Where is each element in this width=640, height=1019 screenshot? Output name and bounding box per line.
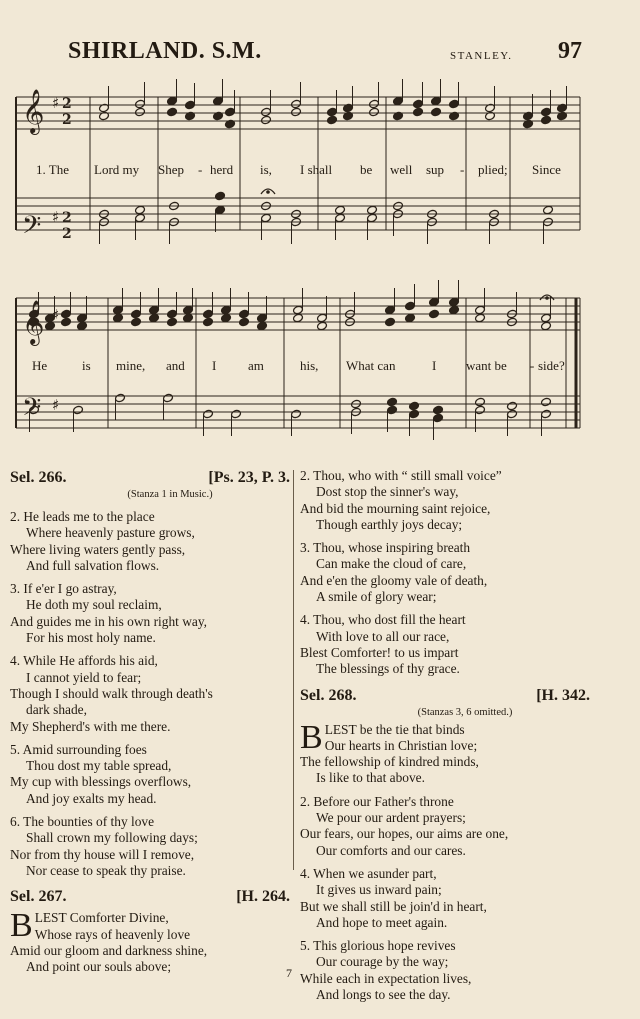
note-head — [327, 115, 338, 125]
lyric-syllable: his, — [300, 358, 319, 373]
fermata-dot — [267, 191, 270, 194]
note-head — [431, 107, 442, 117]
note-head — [541, 115, 552, 125]
verse-line: With love to all our race, — [316, 628, 450, 644]
verse-line: We pour our ardent prayers; — [316, 810, 466, 826]
note-head — [475, 397, 486, 407]
stanza — [10, 653, 290, 734]
verse-line: But we shall still be join'd in heart, — [300, 898, 487, 914]
note-head — [239, 309, 250, 319]
note-head — [431, 96, 442, 106]
note-head — [393, 96, 404, 106]
note-head — [113, 305, 124, 315]
lyric-syllable: am — [248, 358, 264, 373]
note-head — [449, 99, 460, 109]
verse-line: He doth my soul reclaim, — [26, 597, 162, 613]
note-head — [163, 393, 174, 403]
verse-line: 5. Amid surrounding foes — [10, 741, 147, 757]
stanza-group — [10, 509, 290, 879]
stanza — [10, 581, 290, 646]
selection-heading — [10, 887, 290, 907]
verse-line: And point our souls above; — [26, 959, 172, 975]
note-head — [293, 305, 304, 315]
selection-heading — [300, 686, 590, 706]
note-head — [293, 313, 304, 323]
note-head — [385, 317, 396, 327]
note-head — [475, 313, 486, 323]
composer-name: STANLEY. — [450, 50, 513, 62]
sharp-sign-icon: ♯ — [52, 396, 60, 414]
stanza-group — [300, 468, 590, 678]
verse-line: Where living waters gently pass, — [10, 541, 186, 557]
lyric-syllable: - — [530, 358, 535, 373]
verse-line: LEST be the tie that binds — [324, 721, 465, 737]
note-head — [449, 297, 460, 307]
note-head — [185, 100, 196, 110]
stanza-group — [300, 794, 590, 1004]
note-head — [215, 191, 226, 201]
note-head — [507, 409, 518, 419]
note-head — [61, 309, 72, 319]
treble-clef-icon: 𝄞 — [22, 300, 45, 344]
verse-line: My Shepherd's with me there. — [10, 718, 171, 734]
note-head — [167, 309, 178, 319]
note-head — [543, 205, 554, 215]
note-head — [317, 313, 328, 323]
verse-line: The fellowship of kindred minds, — [300, 754, 479, 770]
verse-line: Blest Comforter! to us impart — [300, 644, 459, 660]
barlines — [16, 97, 580, 428]
verse-line: Our fears, our hopes, our aims are one, — [300, 826, 509, 842]
left-column — [10, 468, 290, 975]
stanza — [10, 509, 290, 574]
lyric-syllable: well — [390, 162, 413, 177]
stanza — [10, 742, 290, 807]
note-head — [257, 313, 268, 323]
lyric-syllable: Since — [532, 162, 561, 177]
note-head — [367, 205, 378, 215]
note-head — [203, 309, 214, 319]
note-head — [73, 405, 84, 415]
note-head — [541, 409, 552, 419]
verse-line: Though earthly joys decay; — [316, 516, 463, 532]
page-number: 97 — [558, 38, 582, 64]
note-head — [261, 115, 272, 125]
drop-cap: B — [300, 718, 323, 756]
fermata-dot — [546, 297, 549, 300]
verse-line: A smile of glory wear; — [316, 589, 437, 605]
note-head — [261, 107, 272, 117]
lyric-syllable: want be — [466, 358, 507, 373]
note-head — [203, 409, 214, 419]
verse-line: 4. While He affords his aid, — [10, 653, 158, 669]
note-head — [167, 96, 178, 106]
note-head — [135, 107, 146, 117]
note-head — [413, 99, 424, 109]
column-divider — [293, 470, 294, 870]
note-head — [231, 409, 242, 419]
note-head — [541, 397, 552, 407]
verse-line: 2. He leads me to the place — [10, 509, 155, 524]
note-head — [291, 99, 302, 109]
stanza — [300, 938, 590, 1003]
note-head — [429, 297, 440, 307]
verse-line: dark shade, — [26, 702, 87, 718]
note-head — [221, 313, 232, 323]
lyric-syllable: Shep — [158, 162, 184, 177]
note-head — [367, 213, 378, 223]
lyrics-line-1 — [0, 162, 640, 178]
note-head — [449, 305, 460, 315]
note-head — [113, 313, 124, 323]
music-notes — [29, 79, 568, 440]
selection-number: Sel. 267. — [10, 888, 67, 906]
drop-cap: B — [10, 907, 33, 945]
signature-mark: 7 — [286, 966, 292, 980]
verse-line: 3. If e'er I go astray, — [10, 581, 117, 597]
note-head — [413, 107, 424, 117]
lyric-syllable: and — [166, 358, 185, 373]
note-head — [131, 317, 142, 327]
verse-line: 4. Thou, who dost fill the heart — [300, 612, 466, 628]
note-head — [541, 107, 552, 117]
note-head — [475, 305, 486, 315]
note-head — [149, 305, 160, 315]
note-head — [541, 313, 552, 323]
verse-line: LEST Comforter Divine, — [34, 910, 169, 926]
note-head — [149, 313, 160, 323]
note-head — [405, 301, 416, 311]
stanza-note: (Stanzas 3, 6 omitted.) — [417, 706, 513, 718]
verse-line: And bid the mourning saint rejoice, — [300, 500, 491, 516]
selection-heading — [10, 468, 290, 488]
lyric-syllable: I — [432, 358, 437, 373]
verse-line: Dost stop the sinner's way, — [316, 484, 459, 500]
lyric-syllable: is, — [260, 162, 272, 177]
note-head — [369, 107, 380, 117]
note-head — [77, 313, 88, 323]
note-head — [405, 313, 416, 323]
note-head — [131, 309, 142, 319]
verse-line: Whose rays of heavenly love — [34, 926, 191, 942]
note-head — [433, 405, 444, 415]
note-head — [215, 205, 226, 215]
verse-line: For his most holy name. — [26, 630, 156, 646]
lyric-syllable: 1. The — [36, 162, 69, 177]
sharp-sign-icon: ♯ — [52, 94, 60, 112]
lyric-syllable: side? — [538, 358, 565, 373]
note-head — [335, 205, 346, 215]
stanza — [300, 866, 590, 931]
note-head — [507, 401, 518, 411]
selection-reference: [H. 264. — [236, 888, 290, 906]
note-head — [225, 107, 236, 117]
verse-line: And longs to see the day. — [316, 987, 451, 1003]
note-head — [327, 107, 338, 117]
note-head — [387, 397, 398, 407]
note-head — [213, 96, 224, 106]
stanza — [300, 540, 590, 605]
note-head — [409, 409, 420, 419]
verse-line: Our comforts and our cares. — [316, 842, 466, 858]
stanza — [300, 718, 590, 787]
lyric-syllable: - — [198, 162, 203, 177]
stanza — [10, 907, 290, 975]
sharp-sign-icon: ♯ — [52, 306, 60, 324]
lyric-syllable: mine, — [116, 358, 146, 373]
note-head — [257, 321, 268, 331]
verse-line: And hope to meet again. — [316, 914, 448, 930]
lyric-syllable: sup — [426, 162, 445, 177]
note-head — [433, 413, 444, 423]
verse-line: Though I should walk through death's — [10, 685, 213, 701]
stanza — [300, 612, 590, 677]
note-head — [183, 305, 194, 315]
hymn-title: SHIRLAND. S.M. — [68, 38, 262, 64]
verse-line: And full salvation flows. — [26, 557, 160, 573]
lyric-syllable: is — [82, 358, 91, 373]
lyric-syllable: be — [360, 162, 373, 177]
stanza — [10, 814, 290, 879]
verse-line: And joy exalts my head. — [26, 790, 157, 806]
staff-lines — [16, 97, 580, 428]
music-score — [0, 0, 640, 440]
selection-number: Sel. 266. — [10, 469, 67, 486]
verse-line: My cup with blessings overflows, — [10, 774, 192, 790]
selection-reference: [Ps. 23, P. 3. — [208, 469, 290, 486]
note-head — [135, 99, 146, 109]
note-head — [167, 107, 178, 117]
stanza-note: (Stanza 1 in Music.) — [127, 489, 213, 500]
lyric-syllable: herd — [210, 162, 234, 177]
note-head — [261, 213, 272, 223]
note-head — [475, 405, 486, 415]
verse-line: 2. Before our Father's throne — [300, 793, 454, 809]
note-head — [77, 321, 88, 331]
verse-line: Can make the cloud of care, — [316, 556, 467, 572]
note-head — [335, 213, 346, 223]
verse-line: Thou dost my table spread, — [26, 758, 172, 774]
note-head — [239, 317, 250, 327]
note-head — [135, 213, 146, 223]
verse-line: While each in expectation lives, — [300, 970, 472, 986]
note-head — [115, 393, 126, 403]
stanza — [300, 468, 590, 533]
verse-line: And guides me in his own right way, — [10, 613, 207, 629]
lyric-syllable: - — [460, 162, 465, 177]
time-signature: 2 — [62, 210, 72, 226]
sharp-sign-icon: ♯ — [52, 208, 60, 226]
time-signature: 2 — [62, 112, 72, 128]
verse-line: 6. The bounties of thy love — [10, 814, 155, 830]
note-head — [429, 309, 440, 319]
verse-line: Nor from thy house will I remove, — [10, 846, 195, 862]
verse-line: 4. When we asunder part, — [300, 865, 437, 881]
time-signature: 2 — [62, 96, 72, 112]
note-head — [369, 99, 380, 109]
verse-line: Our hearts in Christian love; — [324, 737, 478, 753]
verse-line: Is like to that above. — [316, 770, 425, 786]
treble-clef-icon: 𝄞 — [22, 89, 45, 133]
verse-line: It gives us inward pain; — [316, 882, 442, 898]
selection-number: Sel. 268. — [300, 686, 357, 704]
note-head — [203, 317, 214, 327]
verse-line: Shall crown my following days; — [26, 830, 198, 846]
note-head — [135, 205, 146, 215]
lyrics-line-2 — [0, 358, 640, 374]
note-head — [387, 405, 398, 415]
bass-clef-icon: 𝄢 — [22, 211, 42, 246]
note-head — [291, 107, 302, 117]
lyric-syllable: plied; — [478, 162, 508, 177]
note-head — [385, 305, 396, 315]
time-signature: 2 — [62, 226, 72, 242]
selection-reference: [H. 342. — [536, 686, 590, 704]
right-column — [300, 468, 590, 1003]
stanza — [300, 794, 590, 859]
verse-line: 5. This glorious hope revives — [300, 938, 456, 954]
bass-clef-icon: 𝄢 — [22, 393, 42, 428]
verse-line: 2. Thou, who with “ still small voice” — [300, 468, 502, 483]
note-head — [541, 321, 552, 331]
lyric-syllable: Lord my — [94, 162, 140, 177]
verse-line: Nor cease to speak thy praise. — [26, 862, 186, 878]
lyric-syllable: I — [212, 358, 217, 373]
lyric-syllable: He — [32, 358, 48, 373]
note-head — [61, 317, 72, 327]
verse-line: Our courage by the way; — [316, 954, 449, 970]
lyric-syllable: I shall — [300, 162, 333, 177]
note-head — [409, 401, 420, 411]
note-head — [167, 317, 178, 327]
verse-line: And e'en the gloomy vale of death, — [300, 572, 488, 588]
verse-line: Where heavenly pasture grows, — [26, 525, 195, 541]
note-head — [291, 409, 302, 419]
verse-line: I cannot yield to fear; — [26, 669, 142, 685]
verse-line: The blessings of thy grace. — [316, 661, 460, 677]
lyric-syllable: What can — [346, 358, 396, 373]
verse-line: Amid our gloom and darkness shine, — [10, 942, 208, 958]
note-head — [183, 313, 194, 323]
note-head — [221, 305, 232, 315]
note-head — [317, 321, 328, 331]
verse-line: 3. Thou, whose inspiring breath — [300, 540, 471, 556]
